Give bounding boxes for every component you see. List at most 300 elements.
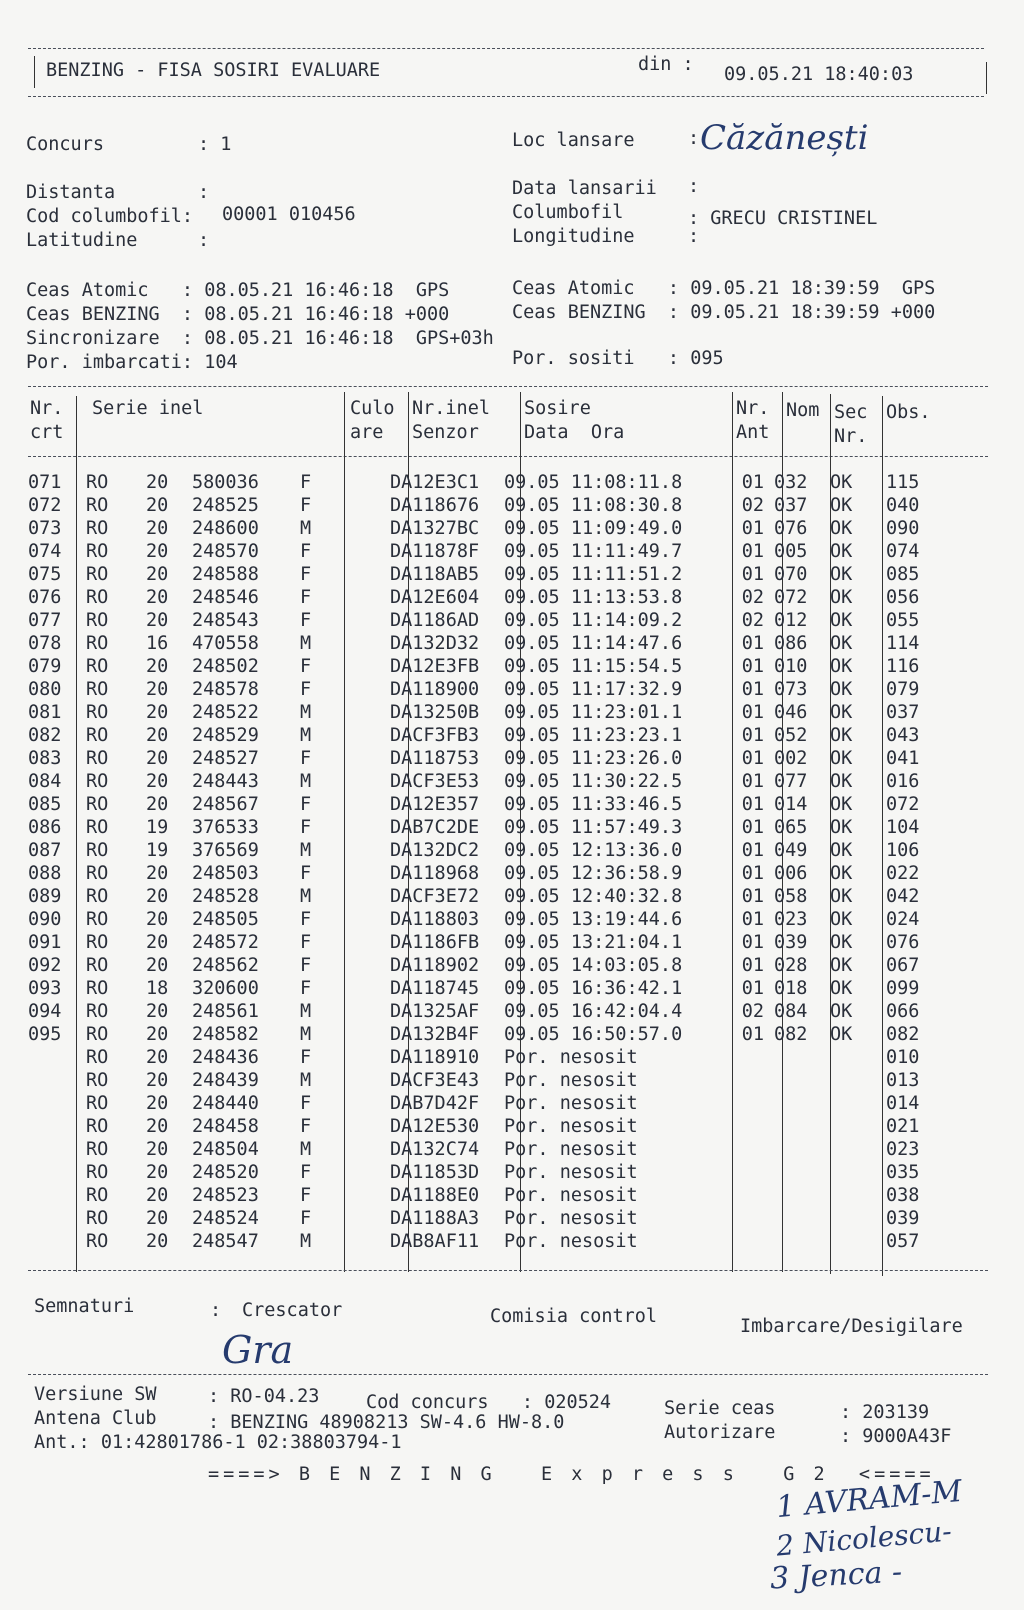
distanta-label: Distanta [26,182,116,203]
nom: 014 [774,794,808,815]
table-row [28,1162,946,1185]
sec-status: OK [830,863,853,884]
sec-status: OK [830,978,853,999]
chip-id: DA11878F [390,541,480,562]
ceas-benzing-start: Ceas BENZING : 08.05.21 16:46:18 +000 [26,304,450,325]
versiune-label: Versiune SW [34,1384,157,1405]
row-nr [28,1162,72,1185]
color [322,863,386,886]
nom: 076 [774,518,808,539]
antenna-nr: 01 [741,725,764,746]
col-sec-header: Sec [834,402,868,423]
arrival-datetime: 09.05 11:23:26.0 [504,748,683,769]
antenna-nr: 01 [741,518,764,539]
color [322,1139,386,1162]
antenna-nr: 01 [741,978,764,999]
color [322,978,386,1001]
chip-id: DAB7D42F [390,1093,480,1114]
nom: 023 [774,909,808,930]
col-culoare-header: Culo [350,398,395,419]
arrival-datetime: 09.05 11:08:30.8 [504,495,683,516]
nom: 010 [774,656,808,677]
col-crt-header: crt [30,422,64,443]
ring-year: 20 [146,1070,169,1091]
chip-id: DA132D32 [390,633,480,654]
chip-id: DA118902 [390,955,480,976]
col-serie-header: Serie inel [92,398,204,419]
obs: 042 [886,886,920,907]
arrival-datetime: 09.05 11:09:49.0 [504,518,683,539]
arrival-datetime: 09.05 13:21:04.1 [504,932,683,953]
ring-year: 20 [146,725,169,746]
sec-status: OK [830,518,853,539]
nom: 002 [774,748,808,769]
handwritten-note-3: 3 Jenca - [769,1554,903,1597]
nom: 058 [774,886,808,907]
obs: 074 [886,541,920,562]
antenna-nr: 01 [741,771,764,792]
nom [768,1162,824,1185]
ring-year: 20 [146,771,169,792]
obs: 024 [886,909,920,930]
sex: F [300,1185,312,1206]
ring-number: 248543 [192,610,259,631]
sec-status: OK [830,656,853,677]
ring-number: 248567 [192,794,259,815]
ring-country: RO [86,1162,109,1183]
ring-number: 248523 [192,1185,259,1206]
breeder-signature: Gra [222,1328,294,1372]
handwritten-note-2: 2 Nicolescu- [774,1514,953,1563]
sec-status: OK [830,587,853,608]
table-row [28,771,946,794]
col-senzor-header: Senzor [412,422,479,443]
row-nr: 085 [28,794,62,815]
sex: F [300,564,312,585]
arrival-datetime: 09.05 11:11:51.2 [504,564,683,585]
row-nr: 095 [28,1024,62,1045]
ring-number: 248505 [192,909,259,930]
chip-id: DA1188E0 [390,1185,480,1206]
row-nr: 074 [28,541,62,562]
color [322,1208,386,1231]
semnaturi-label: Semnaturi [34,1296,135,1317]
table-row [28,633,946,656]
longitudine-label: Longitudine [512,226,635,247]
sex: F [300,748,312,769]
sex: M [300,1231,312,1252]
obs: 115 [886,472,920,493]
ring-number: 470558 [192,633,259,654]
row-nr: 071 [28,472,62,493]
porumbei-imbarcati: Por. imbarcati: 104 [26,352,238,373]
col-obs-header: Obs. [886,402,931,423]
obs: 099 [886,978,920,999]
chip-id: DAB7C2DE [390,817,480,838]
ring-number: 248439 [192,1070,259,1091]
ring-year: 20 [146,1162,169,1183]
color [322,1001,386,1024]
arrival-datetime: 09.05 12:13:36.0 [504,840,683,861]
chip-id: DA11853D [390,1162,480,1183]
table-row [28,1231,946,1254]
ring-country: RO [86,587,109,608]
ring-country: RO [86,610,109,631]
ring-year: 20 [146,1093,169,1114]
sex: M [300,1070,312,1091]
ring-country: RO [86,1070,109,1091]
ring-number: 248502 [192,656,259,677]
ring-country: RO [86,1024,109,1045]
ring-country: RO [86,725,109,746]
color [322,587,386,610]
ring-year: 19 [146,840,169,861]
arrival-datetime: Por. nesosit [504,1070,638,1091]
antenna-nr [712,1185,768,1208]
obs: 014 [886,1093,920,1114]
color [322,1070,386,1093]
antenna-nr: 02 [741,1001,764,1022]
ring-country: RO [86,840,109,861]
antenna-nr [712,1047,768,1070]
table-row [28,472,946,495]
ring-number: 248562 [192,955,259,976]
sex: M [300,771,312,792]
col-nrant-header: Nr. [736,398,770,419]
antenna-nr [712,1116,768,1139]
color [322,771,386,794]
row-nr [28,1116,72,1139]
color [322,633,386,656]
table-row [28,1070,946,1093]
chip-id: DA12E530 [390,1116,480,1137]
obs: 057 [886,1231,920,1252]
row-nr [28,1047,72,1070]
row-nr: 093 [28,978,62,999]
ring-number: 580036 [192,472,259,493]
arrival-datetime: Por. nesosit [504,1162,638,1183]
table-row [28,1047,946,1070]
arrival-datetime: Por. nesosit [504,1139,638,1160]
sec-status: OK [830,610,853,631]
color [322,955,386,978]
antenna-nr: 01 [741,472,764,493]
sec-status: OK [830,1001,853,1022]
ring-country: RO [86,748,109,769]
antenna-nr: 01 [741,702,764,723]
ring-number: 248503 [192,863,259,884]
ring-number: 248588 [192,564,259,585]
obs: 021 [886,1116,920,1137]
sex: F [300,863,312,884]
color [322,702,386,725]
columbofil-value: : GRECU CRISTINEL [688,208,878,229]
ring-number: 248520 [192,1162,259,1183]
color [322,748,386,771]
obs: 072 [886,794,920,815]
arrival-datetime: 09.05 11:30:22.5 [504,771,683,792]
ring-country: RO [86,817,109,838]
row-nr: 076 [28,587,62,608]
obs: 016 [886,771,920,792]
ring-year: 20 [146,932,169,953]
ring-year: 20 [146,1208,169,1229]
color [322,1185,386,1208]
table-row [28,978,946,1001]
row-nr [28,1208,72,1231]
ring-year: 20 [146,679,169,700]
color [322,518,386,541]
sex: F [300,1162,312,1183]
ring-country: RO [86,794,109,815]
ring-year: 20 [146,1001,169,1022]
col-nom-header: Nom [786,400,820,421]
ring-country: RO [86,1047,109,1068]
ring-number: 248572 [192,932,259,953]
arrival-datetime: 09.05 11:23:01.1 [504,702,683,723]
ring-number: 248525 [192,495,259,516]
chip-id: DA13250B [390,702,480,723]
row-nr: 080 [28,679,62,700]
arrival-datetime: 09.05 11:23:23.1 [504,725,683,746]
chip-id: DA12E604 [390,587,480,608]
col-data-ora-header: Data Ora [524,422,625,443]
sec-status: OK [830,679,853,700]
sec-status [824,1070,880,1093]
table-row [28,817,946,840]
nom: 037 [774,495,808,516]
porumbei-sositi: Por. sositi : 095 [512,348,724,369]
row-nr: 090 [28,909,62,930]
sec-status: OK [830,794,853,815]
obs: 090 [886,518,920,539]
sec-status: OK [830,541,853,562]
sex: F [300,794,312,815]
nom: 005 [774,541,808,562]
col-nr-header: Nr. [30,398,64,419]
sex: F [300,817,312,838]
nom: 070 [774,564,808,585]
color [322,495,386,518]
chip-id: DA118803 [390,909,480,930]
ring-country: RO [86,472,109,493]
row-nr: 077 [28,610,62,631]
sex: F [300,1208,312,1229]
chip-id: DA1186FB [390,932,480,953]
sec-status: OK [830,886,853,907]
antenna-nr: 01 [741,863,764,884]
antenna-nr: 01 [741,679,764,700]
sex: F [300,610,312,631]
ring-number: 248528 [192,886,259,907]
cod-concurs: Cod concurs : 020524 [366,1392,612,1413]
color [322,656,386,679]
chip-id: DA118AB5 [390,564,480,585]
color [322,610,386,633]
latitudine-label: Latitudine [26,230,138,251]
antenna-nr: 01 [741,794,764,815]
ring-year: 20 [146,587,169,608]
ring-number: 248547 [192,1231,259,1252]
antenna-nr: 02 [741,587,764,608]
ceas-atomic-start: Ceas Atomic : 08.05.21 16:46:18 GPS [26,280,450,301]
nom: 028 [774,955,808,976]
col-culoare-header-2: are [350,422,384,443]
obs: 043 [886,725,920,746]
sex: M [300,702,312,723]
arrival-datetime: 09.05 16:36:42.1 [504,978,683,999]
loc-lansare-colon: : [688,128,700,149]
chip-id: DA1186AD [390,610,480,631]
antenna-nr: 02 [741,610,764,631]
chip-id: DACF3E53 [390,771,480,792]
data-lansarii-label: Data lansarii [512,178,657,199]
row-nr: 086 [28,817,62,838]
ring-country: RO [86,1208,109,1229]
arrival-datetime: 09.05 12:40:32.8 [504,886,683,907]
sec-status: OK [830,472,853,493]
row-nr: 089 [28,886,62,907]
antena-label: Antena Club [34,1408,157,1429]
ring-country: RO [86,771,109,792]
nom: 032 [774,472,808,493]
ring-country: RO [86,886,109,907]
nom [768,1093,824,1116]
ring-country: RO [86,1231,109,1252]
ring-year: 20 [146,702,169,723]
concurs-label: Concurs [26,134,104,155]
obs: 056 [886,587,920,608]
ring-year: 20 [146,1024,169,1045]
header-bottom-border [28,96,984,97]
ceas-atomic-end: Ceas Atomic : 09.05.21 18:39:59 GPS [512,278,936,299]
antenna-nr: 01 [741,955,764,976]
ring-year: 20 [146,1047,169,1068]
nom: 073 [774,679,808,700]
table-row [28,909,946,932]
ring-year: 20 [146,794,169,815]
benzing-express-banner: ====> B E N Z I N G E x p r e s s G 2 <==== [208,1464,935,1485]
sex: M [300,633,312,654]
ring-number: 248527 [192,748,259,769]
obs: 076 [886,932,920,953]
arrival-datetime: 09.05 16:42:04.4 [504,1001,683,1022]
chip-id: DA118968 [390,863,480,884]
table-row [28,725,946,748]
chip-id: DA118900 [390,679,480,700]
table-row [28,587,946,610]
chip-id: DACF3FB3 [390,725,480,746]
col-sosire-header: Sosire [524,398,591,419]
ring-year: 20 [146,656,169,677]
latitudine-value: : [198,230,210,251]
ring-year: 20 [146,748,169,769]
table-row [28,886,946,909]
color [322,1047,386,1070]
ring-country: RO [86,656,109,677]
color [322,1162,386,1185]
sec-status: OK [830,633,853,654]
sex: M [300,840,312,861]
row-nr: 087 [28,840,62,861]
row-nr: 079 [28,656,62,677]
ring-country: RO [86,702,109,723]
table-row [28,748,946,771]
nom [768,1047,824,1070]
row-nr [28,1139,72,1162]
arrival-datetime: 09.05 12:36:58.9 [504,863,683,884]
obs: 085 [886,564,920,585]
antenna-nr [712,1231,768,1254]
chip-id: DA1325AF [390,1001,480,1022]
ring-country: RO [86,1093,109,1114]
obs: 067 [886,955,920,976]
row-nr: 083 [28,748,62,769]
table-row [28,1185,946,1208]
color [322,909,386,932]
chip-id: DA118745 [390,978,480,999]
sex: M [300,518,312,539]
ring-number: 248443 [192,771,259,792]
chip-id: DA1188A3 [390,1208,480,1229]
autorizare-label: Autorizare [664,1422,776,1443]
chip-id: DA12E3C1 [390,472,480,493]
table-bottom-border [28,1270,988,1271]
ring-year: 20 [146,886,169,907]
versiune-value: : RO-04.23 [208,1386,320,1407]
arrival-datetime: 09.05 11:57:49.3 [504,817,683,838]
antenna-nr [712,1208,768,1231]
table-row [28,840,946,863]
sec-status: OK [830,817,853,838]
color [322,932,386,955]
nom [768,1231,824,1254]
chip-id: DACF3E43 [390,1070,480,1091]
antenna-nr: 02 [741,495,764,516]
row-nr: 084 [28,771,62,792]
din-label: din : [638,54,694,75]
color [322,886,386,909]
chip-id: DA118753 [390,748,480,769]
row-nr: 075 [28,564,62,585]
arrival-datetime: 09.05 11:15:54.5 [504,656,683,677]
sec-status: OK [830,932,853,953]
sex: F [300,1093,312,1114]
sec-status [824,1139,880,1162]
nom: 046 [774,702,808,723]
obs: 022 [886,863,920,884]
antenna-nr: 01 [741,909,764,930]
sex: F [300,932,312,953]
sex: F [300,587,312,608]
table-top-border [28,386,988,387]
ring-year: 20 [146,955,169,976]
ring-year: 20 [146,518,169,539]
comisia-label: Comisia control [490,1306,658,1327]
sec-status: OK [830,840,853,861]
ring-number: 248561 [192,1001,259,1022]
row-nr: 072 [28,495,62,516]
ring-number: 248458 [192,1116,259,1137]
ring-year: 20 [146,909,169,930]
nom: 039 [774,932,808,953]
antenna-ids: Ant.: 01:42801786-1 02:38803794-1 [34,1432,402,1453]
obs: 055 [886,610,920,631]
nom [768,1116,824,1139]
sec-status: OK [830,702,853,723]
nom: 018 [774,978,808,999]
sec-status [824,1116,880,1139]
